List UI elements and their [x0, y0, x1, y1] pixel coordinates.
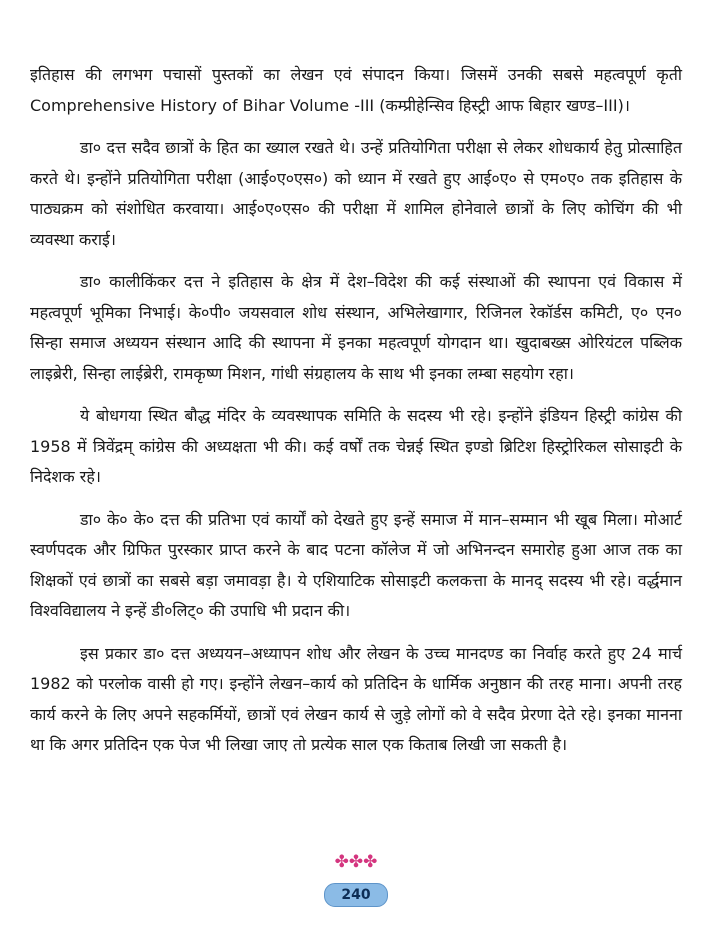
paragraph-students: डा० दत्त सदैव छात्रों के हित का ख्याल रखते थे। उन्हें प्रतियोगिता परीक्षा से लेकर शोधकार्य हेतु प्रोत्साहित करते थे। इन्होंने प्रतियोगिता परीक्षा (आई०ए०एस०) को ध्यान में रखते हुए आई०ए० से एम०ए० तक इतिहास के पाठ्यक्रम को संशोधित करवाया। आई०ए०एस० की परीक्षा में शामिल होनेवाले छात्रों के लिए कोचिंग की भी व्यवस्था कराई।: [30, 138, 682, 249]
flower-ornament-icon: ✤✤✤: [334, 852, 378, 872]
page-body: [30, 60, 682, 773]
paragraph-institutions: डा० कालीकिंकर दत्त ने इतिहास के क्षेत्र में देश–विदेश की कई संस्थाओं की स्थापना एवं विकास में महत्वपूर्ण भूमिका निभाई। के०पी० जयसवाल शोध संस्थान, अभिलेखागार, रिजिनल रेकॉर्डस कमिटी, ए० एन० सिन्हा समाज अध्ययन संस्थान आदि की स्थापना में इनका महत्वपूर्ण योगदान था। खुदाबख्स ओरियंटल पब्लिक लाइब्रेरी, सिन्हा लाईब्रेरी, रामकृष्ण मिशन, गांधी संग्रहालय के साथ भी इनका लम्बा सहयोग रहा।: [30, 272, 682, 383]
page-number-badge: 240: [324, 883, 388, 907]
paragraph-honours: डा० के० के० दत्त की प्रतिभा एवं कार्यों को देखते हुए इन्हें समाज में मान–सम्मान भी खूब मिला। मोआर्ट स्वर्णपदक और ग्रिफित पुरस्कार प्राप्त करने के बाद पटना कॉलेज में जो अभिनन्दन समारोह हुआ आज तक का शिक्षकों एवं छात्रों का सबसे बड़ा जमावड़ा है। ये एशियाटिक सोसाइटी कलकत्ता के मानद् सदस्य भी रहे। वर्द्धमान विश्वविद्यालय ने इन्हें डी०लिट्० की उपाधि भी प्रदान की।: [30, 509, 682, 620]
paragraph-conclusion: इस प्रकार डा० दत्त अध्ययन–अध्यापन शोध और लेखन के उच्च मानदण्ड का निर्वाह करते हुए 24 मार्च 1982 को परलोक वासी हो गए। इन्होंने लेखन–कार्य को प्रतिदिन के धार्मिक अनुष्ठान की तरह माना। अपनी तरह कार्य करने के लिए अपने सहकर्मियों, छात्रों एवं लेखन कार्य से जुड़े लोगों को वे सदैव प्रेरणा देते रहे। इनका मानना था कि अगर प्रतिदिन एक पेज भी लिखा जाए तो प्रत्येक साल एक किताब लिखी जा सकती है।: [30, 643, 682, 754]
paragraph-continuation: इतिहास की लगभग पचासों पुस्तकों का लेखन एवं संपादन किया। जिसमें उनकी सबसे महत्वपूर्ण कृती Comprehensive History of Bihar Volume -III (कम्प्रीहेन्सिव हिस्ट्री आफ बिहार खण्ड–III)।: [30, 65, 682, 115]
paragraph-bodhgaya: ये बोधगया स्थित बौद्ध मंदिर के व्यवस्थापक समिति के सदस्य भी रहे। इन्होंने इंडियन हिस्ट्री कांग्रेस की 1958 में त्रिवेंद्रम् कांग्रेस की अध्यक्षता भी की। कई वर्षों तक चेन्नई स्थित इण्डो ब्रिटिश हिस्ट्रोरिकल सोसाइटी के निदेशक रहे।: [30, 406, 682, 486]
